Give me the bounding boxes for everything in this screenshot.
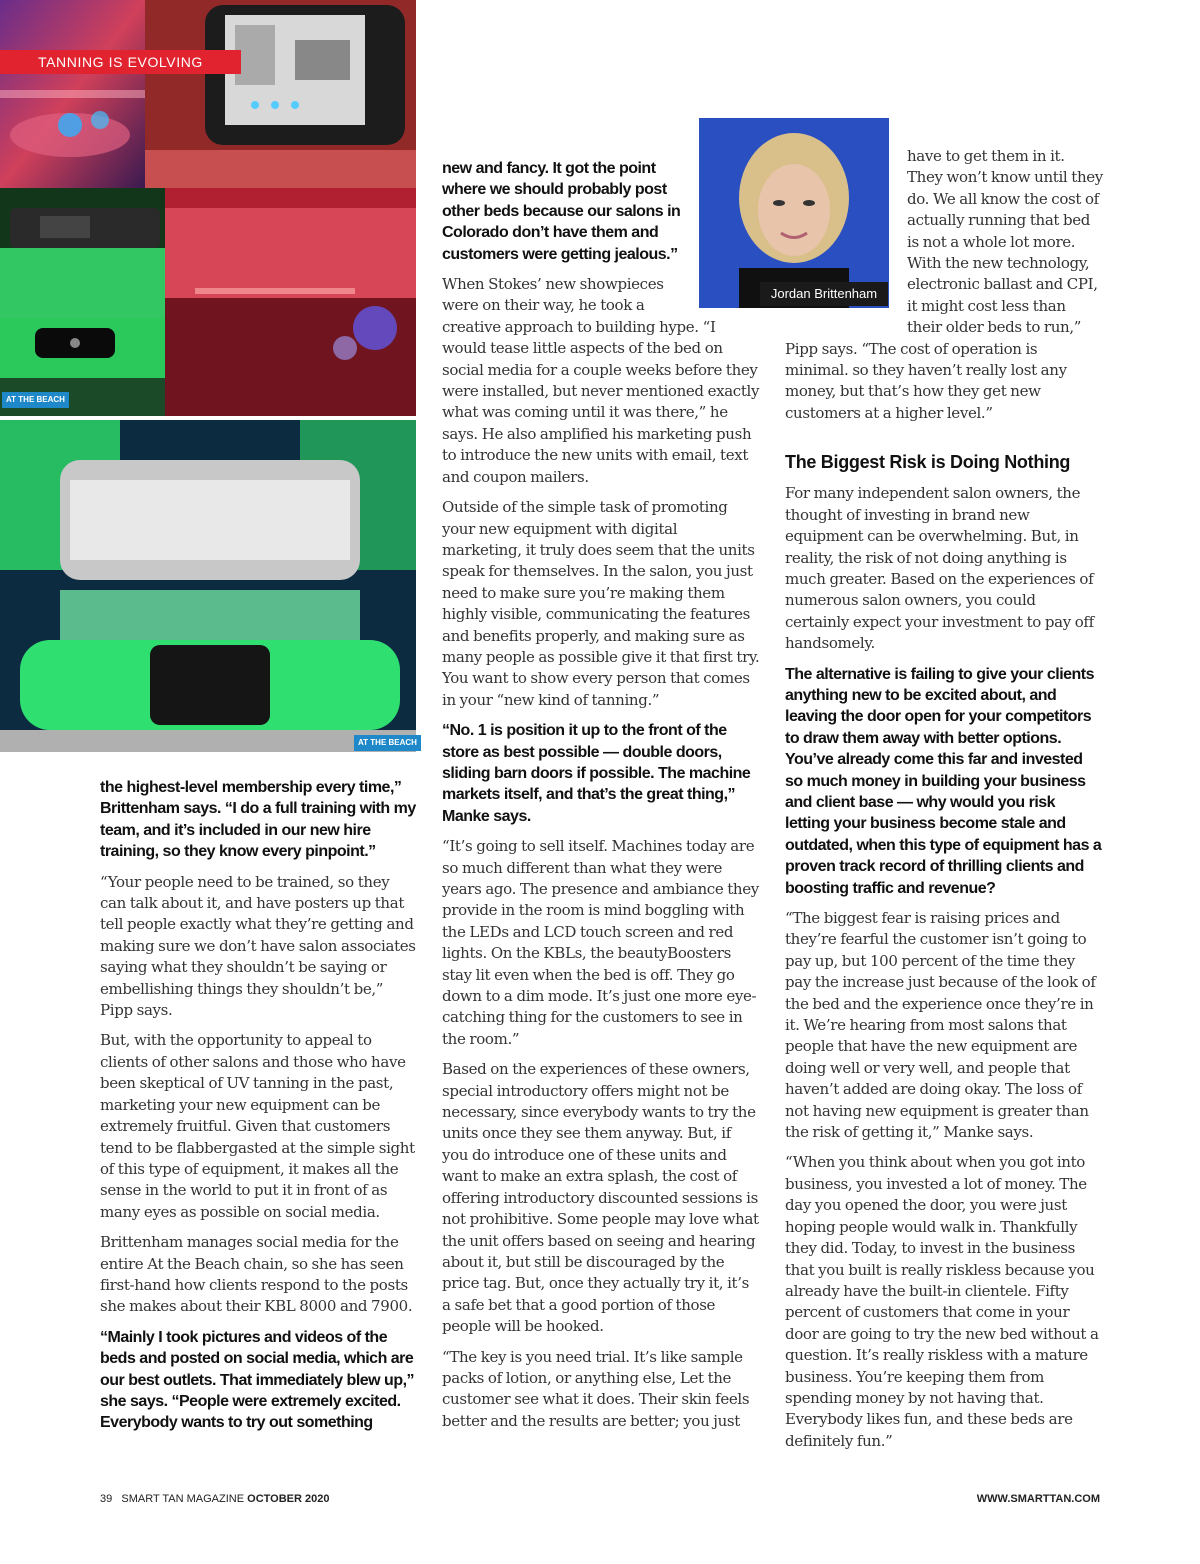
body-paragraph: “The key is you need trial. It’s like sample packs of lotion, or anything else, Let the customer see what it does. Their skin feels better and the results are better; you just <box>442 1347 750 1430</box>
body-paragraph: Brittenham manages social media for the entire At the Beach chain, so she has seen first-hand how clients respond to the posts she makes about their KBL 8000 and 7900. <box>100 1233 413 1316</box>
section-heading: The Biggest Risk is Doing Nothing <box>785 452 1071 473</box>
magazine-name: SMART TAN MAGAZINE <box>121 1493 245 1505</box>
pull-quote: The alternative is failing to give your clients anything new to be excited about, and leaving the door open for your competitors to draw them away with better options. You’ve already come this far and invested so much money in building your business and client base — why would you risk letting your business become stale and outdated, when this type of equipment has a proven track record of thrilling clients and boosting traffic and revenue? <box>785 665 1102 897</box>
body-paragraph: “The biggest fear is raising prices and they’re fearful the customer isn’t going to pay up, but 100 percent of the time they pay the increase just because of the look of the bed and the experience once they’re in it. We’re hearing from most salons that people that have the new equipment are doing well or very well, and people that haven’t added are doing okay. The loss of not having new equipment is greater than the risk of getting it,” Manke says. <box>785 909 1096 1142</box>
at-the-beach-logo: AT THE BEACH <box>354 735 421 751</box>
body-paragraph: For many independent salon owners, the thought of investing in brand new equipment can be overwhelming. But, in reality, the risk of not doing anything is much greater. Based on the experiences of numerous salon owners, you could certainly expect your investment to pay off handsomely. <box>785 484 1094 653</box>
footer-left <box>100 1493 329 1505</box>
section-tag-banner: TANNING IS EVOLVING <box>0 50 241 74</box>
photo-kbl-7900-bed <box>0 420 416 752</box>
collage-photo-bed-interior <box>0 0 145 188</box>
pull-quote: the highest-level membership every time,” Brittenham says. “I do a full training with my team, and it’s included in our new hire training, so they know every pinpoint.” <box>100 779 416 861</box>
column-1 <box>100 777 416 1443</box>
pull-quote: “No. 1 is position it up to the front of the store as best possible — double doors, sliding barn doors if possible. The machine markets itself, and that’s the great thing,” Manke says. <box>442 722 751 825</box>
body-paragraph: have to get them in it. They won’t know until they do. We all know the cost of actually running that bed is not a whole lot more. With the new technology, electronic ballast and CPI, it might cost less than their older beds to run,” Pipp says. “The cost of operation is minimal. so they haven’t really lost any money, but that’s how they get new customers at a higher level.” <box>785 147 1103 422</box>
pull-quote: “Mainly I took pictures and videos of the beds and posted on social media, which are our best outlets. That immediately blew up,” she says. “People were extremely excited. Everybody wants to try out something <box>100 1328 415 1432</box>
body-paragraph: But, with the opportunity to appeal to clients of other salons and those who have been skeptical of UV tanning in the past, marketing your new equipment can be extremely fruitful. Given that customers tend to be flabbergasted at the simple sight of this type of equipment, it makes all the sense in the world to put it in front of as many eyes as possible on social media. <box>100 1031 415 1221</box>
footer-website[interactable]: WWW.SMARTTAN.COM <box>976 1493 1100 1505</box>
collage-photo-touchscreen <box>145 0 416 188</box>
collage-photo-red-bed <box>165 188 416 416</box>
body-paragraph: “When you think about when you got into business, you invested a lot of money. The day you opened the door, you were just hoping people would walk in. Thankfully they did. Today, to invest in the business that you built is really riskless because you already have the built-in clientele. Fifty percent of customers that come in your door are going to try the new bed without a question. It’s really riskless with a mature business. You’re keeping them from spending money by not having that. Everybody likes fun, and these beds are definitely fun.” <box>785 1153 1099 1450</box>
column-3 <box>785 146 1103 1461</box>
body-paragraph: When Stokes’ new showpieces were on their way, he took a creative approach to building hype. “I would tease little aspects of the bed on social media for a couple weeks before they were installed, but never mentioned exactly what was coming until it was there,” he says. He also amplified his marketing push to introduce the new units with email, text and coupon mailers. <box>442 275 760 486</box>
page-number: 39 <box>100 1493 113 1505</box>
photo-caption: Jordan Brittenham <box>760 282 888 306</box>
body-paragraph: “It’s going to sell itself. Machines today are so much different than what they were years ago. The presence and ambiance they provide in the room is mind boggling with the LEDs and LCD touch screen and red lights. On the KBLs, the beautyBoosters stay lit even when the bed is off. They go down to a dim mode. It’s just one more eye-catching thing for the customers to see in the room.” <box>442 837 759 1048</box>
column-2 <box>442 158 760 1441</box>
body-paragraph: Outside of the simple task of promoting your new equipment with digital marketing, it truly does seem that the units speak for themselves. In the salon, you just need to make sure you’re making them highly visible, communicating the features and benefits properly, and making sure as many people as possible give it that first try. You want to show every person that comes in your “new kind of tanning.” <box>442 498 760 709</box>
pull-quote: new and fancy. It got the point where we should probably post other beds because our salons in Colorado don’t have them and customers were getting jealous.” <box>442 160 681 263</box>
body-paragraph: “Your people need to be trained, so they can talk about it, and have posters up that tell people exactly what they’re getting and making sure we don’t have salon associates saying what they shouldn’t be saying or embellishing things they shouldn’t be,” Pipp says. <box>100 872 416 1020</box>
at-the-beach-logo: AT THE BEACH <box>2 392 69 408</box>
collage-photo-green-bed <box>0 188 165 416</box>
body-paragraph: Based on the experiences of these owners, special introductory offers might not be necessary, since everybody wants to try the units once they see them anyway. But, if you do introduce one of these units and want to make an extra splash, the cost of offering introductory discounted sessions is not prohibitive. Some people may love what the unit offers based on seeing and hearing about it, but still be discouraged by the price tag. But, once they actually try it, it’s a safe bet that a good portion of those people will be hooked. <box>442 1060 759 1336</box>
issue-date: OCTOBER 2020 <box>247 1493 330 1505</box>
